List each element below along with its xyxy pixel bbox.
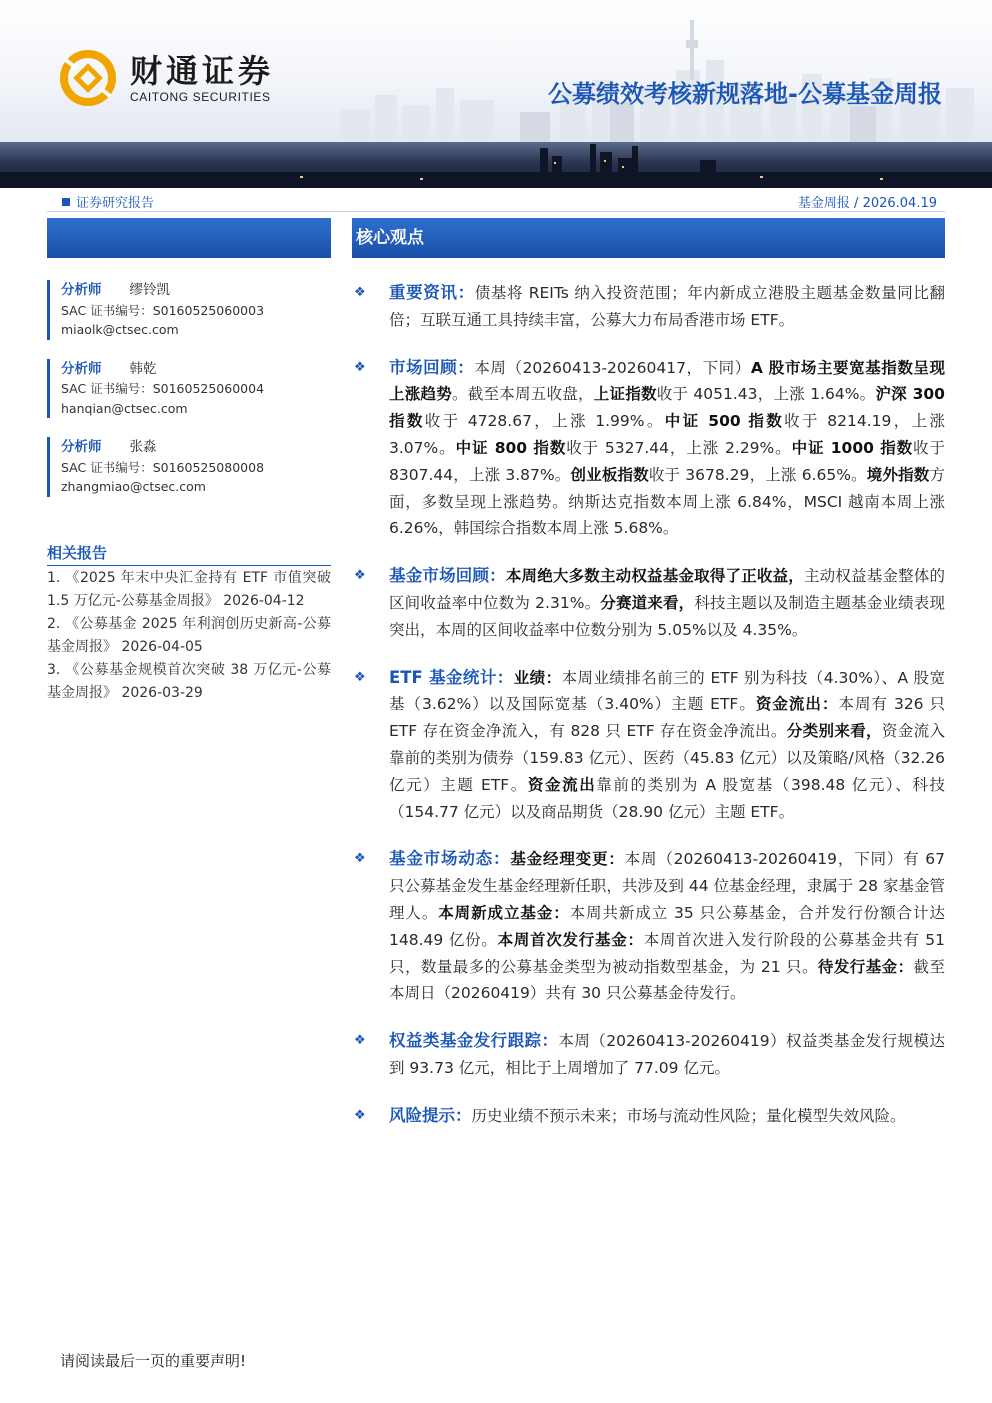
- logo-english-name: CAITONG SECURITIES: [130, 90, 271, 104]
- related-reports-list: [47, 567, 331, 705]
- analyst-card: [47, 280, 331, 340]
- point-text: 主动权益基金整体的区间收益率中位数为 2.31%。: [389, 567, 945, 612]
- analyst-role: 分析师: [61, 360, 102, 377]
- point-text: 收于 8214.19，上涨 3.07%。: [389, 412, 945, 457]
- diamond-bullet-icon: ❖: [354, 359, 366, 375]
- header-divider: [47, 211, 945, 212]
- point-bold: 本周新成立基金：: [438, 903, 570, 922]
- point-bold: 待发行基金：: [817, 957, 914, 976]
- analyst-name: 张淼: [129, 439, 157, 455]
- point-bold: 本周绝大多数主动权益基金取得了正收益，: [505, 567, 804, 586]
- point-text: 收于 8307.44，上涨 3.87%。: [389, 438, 945, 484]
- point-text: 科技主题以及制造主题基金业绩表现突出，本周的区间收益率中位数分别为 5.05%以及 4.35%。: [389, 593, 945, 639]
- point-text: 。截至本周五收盘，: [452, 385, 594, 404]
- key-point-news: [352, 280, 945, 334]
- caitong-emblem-icon: [60, 48, 120, 108]
- core-views-title: 核心观点: [356, 228, 424, 248]
- analyst-sac: SAC 证书编号：S0160525060003: [61, 302, 265, 318]
- point-bold: 本周首次发行基金：: [497, 930, 644, 949]
- point-bold: 业绩：: [513, 668, 562, 687]
- diamond-bullet-icon: ❖: [354, 1033, 366, 1049]
- night-skyline-image: [0, 142, 992, 188]
- analyst-email[interactable]: hanqian@ctsec.com: [61, 400, 188, 416]
- report-category-date: 基金周报 / 2026.04.19: [797, 196, 937, 211]
- point-text: 收于 5327.44，上涨 2.29%。: [566, 438, 792, 457]
- night-city-strip: [0, 142, 992, 188]
- core-views-content: [352, 280, 945, 1151]
- point-bold: 中证 800 指数: [455, 438, 567, 457]
- point-text: 本周首次进入发行阶段的公募基金共有 51 只，数量最多的公募基金类型为被动指数型基金，为 21 只。: [389, 930, 945, 976]
- diamond-bullet-icon: ❖: [354, 1107, 366, 1123]
- point-bold: 资金流出：: [755, 695, 839, 714]
- point-text: 资金流入靠前的类别为债券（159.83 亿元）、医药（45.83 亿元）以及策略/风格（32.26 亿元）主题 ETF。: [389, 722, 945, 794]
- point-bold: 境外指数: [866, 465, 930, 484]
- analyst-card: [47, 437, 331, 497]
- diamond-bullet-icon: ❖: [354, 568, 366, 584]
- analyst-role: 分析师: [61, 439, 102, 455]
- related-reports-title: 相关报告: [47, 544, 108, 562]
- square-bullet-icon: [62, 198, 70, 206]
- point-lead: 权益类基金发行跟踪：: [389, 1031, 559, 1051]
- point-text: 债基将 REITs 纳入投资范围；年内新成立港股主题基金数量同比翻倍；互联互通工具持续丰富，公募大力布局香港市场 ETF。: [389, 284, 946, 329]
- report-type-text: 证券研究报告: [76, 196, 155, 211]
- report-type-label: [62, 192, 154, 211]
- analyst-name: 缪铃凯: [129, 282, 170, 298]
- key-point-etf-stats: [352, 665, 945, 826]
- point-text: 截至本周日（20260419）共有 30 只公募基金待发行。: [389, 957, 945, 1003]
- point-bold: 中证 1000 指数: [791, 438, 914, 457]
- key-point-equity-issuance: [352, 1028, 945, 1082]
- disclaimer-note: 请阅读最后一页的重要声明!: [60, 1352, 247, 1370]
- logo-chinese-name: 财通证券: [130, 52, 275, 90]
- point-text: 本周（20260413-20260417，下同）: [474, 358, 751, 377]
- point-bold: 资金流出: [527, 775, 597, 794]
- report-title: 公募绩效考核新规落地-公募基金周报: [548, 80, 942, 108]
- related-report-item[interactable]: 3. 《公募基金规模首次突破 38 万亿元-公募基金周报》 2026-03-29: [47, 662, 331, 701]
- key-point-market-review: [352, 355, 945, 543]
- point-text: 本周（20260413-20260419，下同）有 67 只公募基金发生基金经理新任职，共涉及到 44 位基金经理，隶属于 28 家基金管理人。: [389, 850, 945, 922]
- core-views-header-bar: [352, 218, 945, 258]
- point-lead: 基金市场回顾：: [389, 566, 506, 586]
- point-text: 收于 3678.29，上涨 6.65%。: [648, 465, 867, 484]
- point-text: 收于 4051.43，上涨 1.64%。: [656, 385, 876, 404]
- key-point-risk-warning: [352, 1103, 945, 1130]
- point-bold: 上证指数: [593, 385, 657, 404]
- point-lead: 基金市场动态：: [389, 849, 511, 869]
- point-lead: 重要资讯：: [389, 283, 475, 302]
- key-point-fund-market-review: [352, 563, 945, 643]
- analyst-list: [47, 280, 331, 516]
- point-text: 收于 4728.67，上涨 1.99%。: [424, 412, 665, 431]
- point-text: 靠前的类别为 A 股宽基（398.48 亿元）、科技（154.77 亿元）以及商品期货（28.90 亿元）主题 ETF。: [389, 775, 945, 821]
- point-bold: 分赛道来看，: [600, 593, 695, 612]
- point-text: 本周有 326 只 ETF 存在资金净流入，有 828 只 ETF 存在资金净流出。: [389, 695, 945, 741]
- analyst-role: 分析师: [61, 282, 102, 298]
- sidebar-header-bar: [47, 218, 331, 258]
- point-bold: 创业板指数: [570, 465, 649, 484]
- point-text: 本周业绩排名前三的 ETF 别为科技（4.30%）、A 股宽基（3.62%）以及国际宽基（3.40%）主题 ETF。: [389, 668, 945, 714]
- diamond-bullet-icon: ❖: [354, 285, 366, 300]
- point-lead: 风险提示：: [389, 1105, 472, 1125]
- analyst-name: 韩乾: [129, 360, 157, 377]
- point-bold: 中证 500 指数: [664, 412, 785, 431]
- point-bold: A 股市场主要宽基指数呈现上涨趋势: [389, 358, 945, 404]
- analyst-sac: SAC 证书编号：S0160525060004: [61, 381, 265, 396]
- related-report-item[interactable]: 2. 《公募基金 2025 年利润创历史新高-公募基金周报》 2026-04-05: [47, 616, 331, 655]
- point-lead: 市场回顾：: [389, 357, 475, 377]
- analyst-email[interactable]: miaolk@ctsec.com: [61, 322, 179, 337]
- point-text: 方面，多数呈现上涨趋势。纳斯达克指数本周上涨 6.84%，MSCI 越南本周上涨 6.26%，韩国综合指数本周上涨 5.68%。: [389, 465, 945, 538]
- related-report-item[interactable]: 1. 《2025 年末中央汇金持有 ETF 市值突破 1.5 万亿元-公募基金周报》 2026-04-12: [47, 570, 331, 609]
- diamond-bullet-icon: ❖: [354, 669, 366, 685]
- company-logo: [60, 48, 275, 112]
- point-lead: ETF 基金统计：: [389, 667, 514, 687]
- analyst-sac: SAC 证书编号：S0160525080008: [61, 459, 265, 475]
- diamond-bullet-icon: ❖: [354, 851, 366, 867]
- related-reports-divider: [47, 565, 331, 566]
- analyst-card: [47, 359, 331, 419]
- point-text: 历史业绩不预示未来；市场与流动性风险；量化模型失效风险。: [471, 1106, 906, 1125]
- point-text: 本周共新成立 35 只公募基金，合并发行份额合计达 148.49 亿份。: [389, 903, 945, 949]
- key-point-fund-market-dynamics: [352, 846, 945, 1007]
- point-bold: 分类别来看，: [786, 722, 882, 741]
- point-text: 本周（20260413-20260419）权益类基金发行规模达到 93.73 亿元，相比于上周增加了 77.09 亿元。: [389, 1032, 945, 1077]
- analyst-email[interactable]: zhangmiao@ctsec.com: [61, 479, 206, 494]
- point-bold: 基金经理变更：: [510, 850, 625, 869]
- point-bold: 沪深 300 指数: [389, 385, 945, 431]
